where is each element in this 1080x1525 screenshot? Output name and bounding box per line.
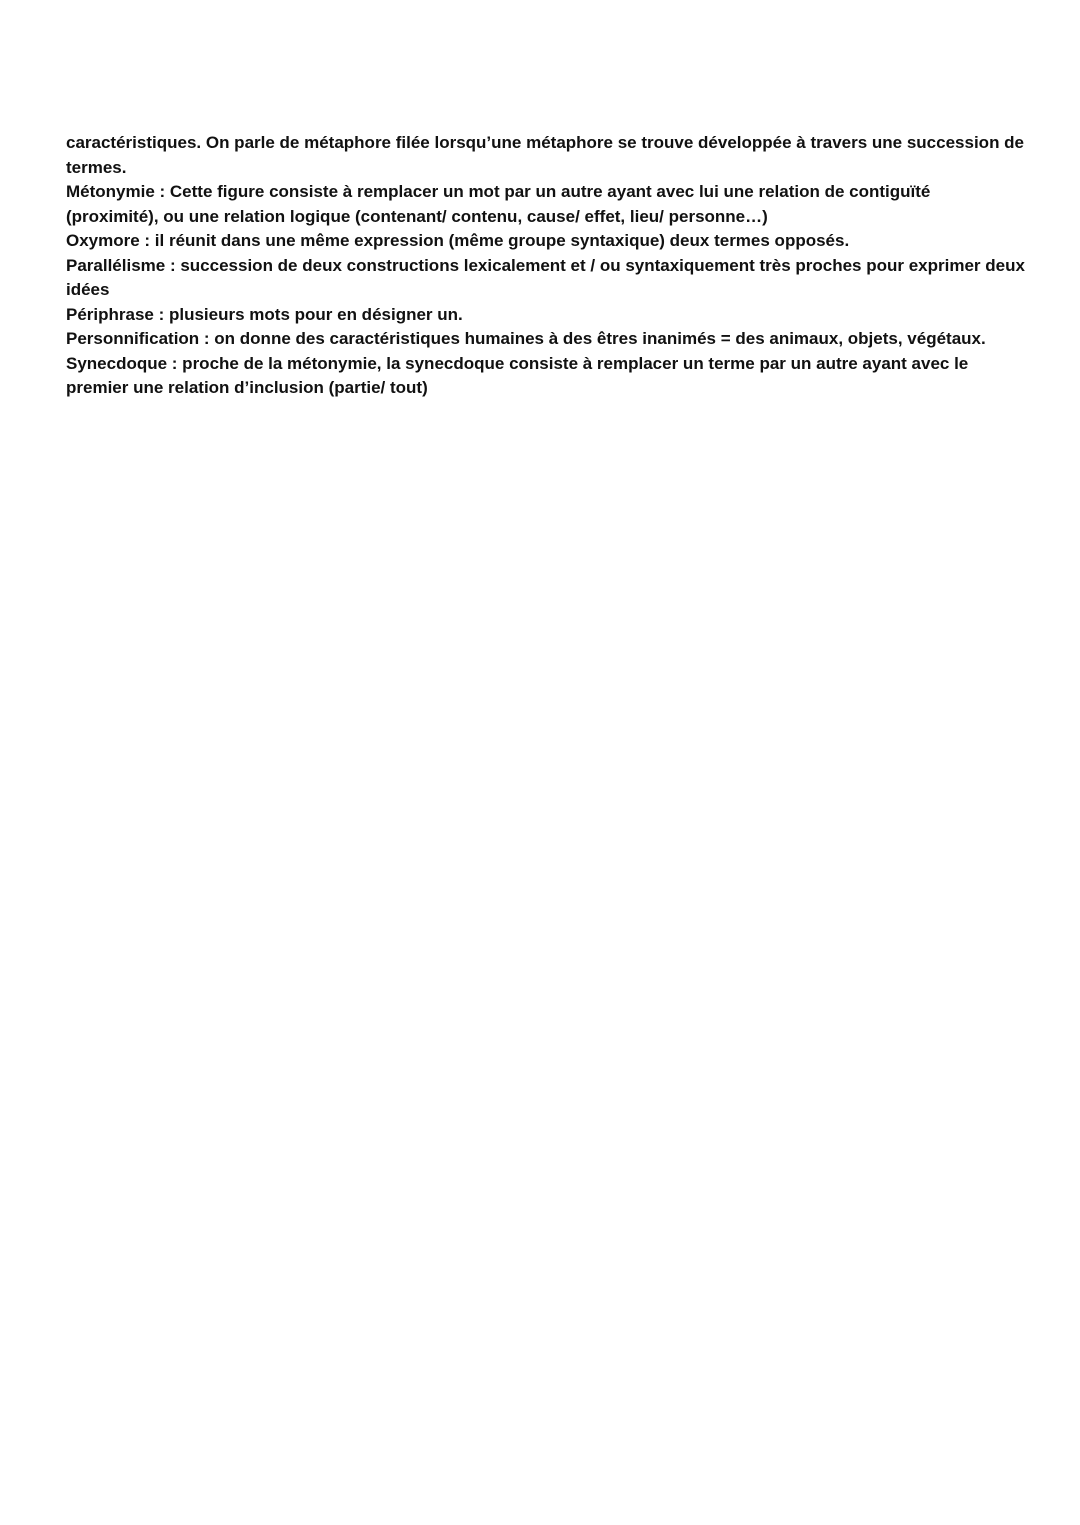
paragraph-periphrase: Périphrase : plusieurs mots pour en désigner un. — [66, 304, 463, 324]
paragraph-personnification: Personnification : on donne des caractéristiques humaines à des êtres inanimés = des animaux, objets, végétaux. — [66, 329, 986, 348]
paragraph-oxymore: Oxymore : il réunit dans une même expression (même groupe syntaxique) deux termes opposés. — [66, 231, 850, 250]
paragraph-metonymie: Métonymie : Cette figure consiste à remplacer un mot par un autre ayant avec lui une relation de contiguïté (proximité), ou une relation logique (contenant/ contenu, cause/ effet, lieu/ personne…) — [66, 182, 931, 226]
document-body — [66, 131, 1026, 401]
paragraph-metaphore-filee: caractéristiques. On parle de métaphore filée lorsqu’une métaphore se trouve développée à travers une succession de termes. — [66, 133, 1025, 177]
paragraph-parallelisme: Parallélisme : succession de deux constructions lexicalement et / ou syntaxiquement très proches pour exprimer deux idées — [66, 255, 1025, 299]
paragraph-synecdoque: Synecdoque : proche de la métonymie, la synecdoque consiste à remplacer un terme par un autre ayant avec le premier une relation d’inclusion (partie/ tout) — [66, 353, 969, 397]
